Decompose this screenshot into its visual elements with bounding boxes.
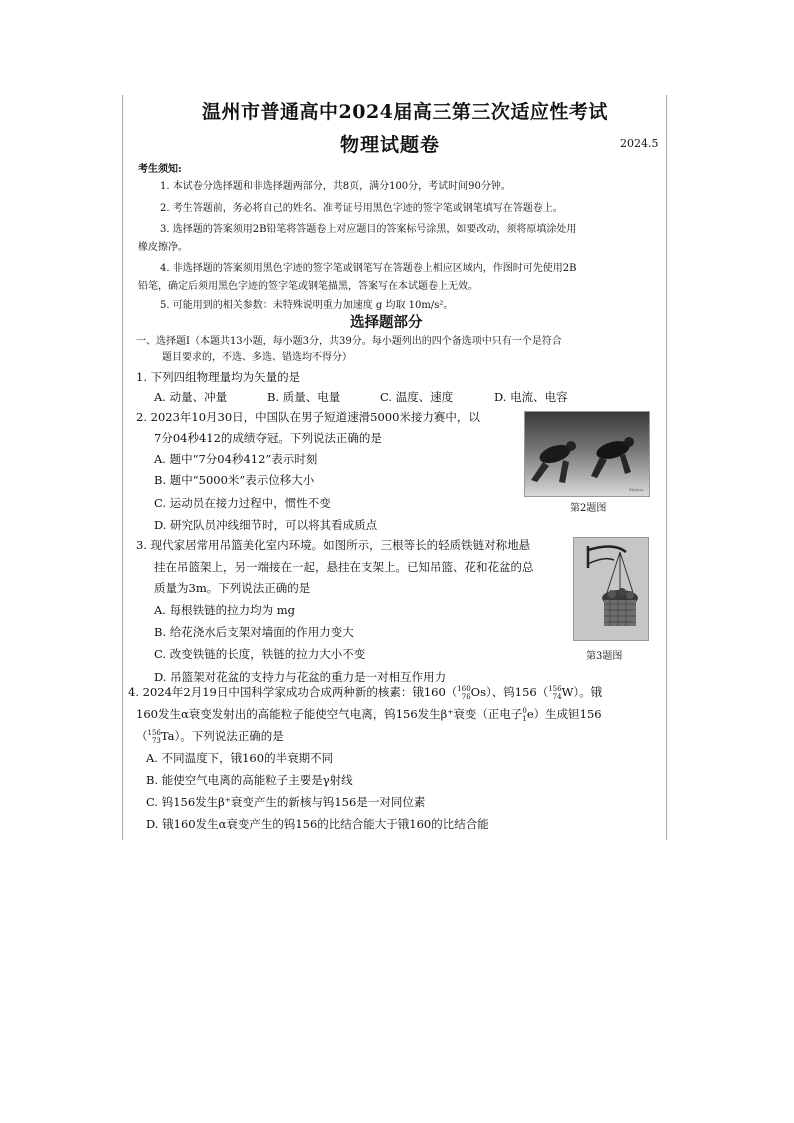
question-3-stem: 3. 现代家居常用吊篮美化室内环境。如图所示，三根等长的轻质铁链对称地悬 (136, 538, 531, 552)
notice-item: 铅笔，确定后须用黑色字迹的签字笔或钢笔描黑，答案写在本试题卷上无效。 (138, 281, 478, 292)
q2-option-c: C. 运动员在接力过程中，惯性不变 (154, 496, 331, 510)
question-2-stem: 7分04秒412的成绩夺冠。下列说法正确的是 (154, 431, 382, 445)
notice-heading: 考生须知: (138, 164, 182, 175)
exam-title: 温州市普通高中2024届高三第三次适应性考试 (202, 101, 608, 123)
notice-item: 5. 可能用到的相关参数：未特殊说明重力加速度 g 均取 10m/s²。 (160, 300, 454, 311)
question-4-stem: （156 73Ta）。下列说法正确的是 (136, 729, 284, 745)
question-4-stem: 160发生α衰变发射出的高能粒子能使空气电离，钨156发生β⁺衰变（正电子0 1e）生成钽156 (136, 707, 602, 723)
tungsten-156-symbol: 156 74 (548, 685, 562, 701)
svg-text:Xinhua: Xinhua (629, 487, 644, 492)
q4-option-c: C. 钨156发生β⁺衰变产生的新核与钨156是一对同位素 (146, 795, 426, 809)
question-3-stem: 质量为3m。下列说法正确的是 (154, 581, 311, 595)
q4-option-d: D. 锇160发生α衰变产生的钨156的比结合能大于锇160的比结合能 (146, 817, 489, 831)
exam-page (122, 95, 667, 840)
hanging-basket-photo (573, 537, 649, 641)
positron-symbol: 0 1 (522, 707, 527, 723)
notice-item: 橡皮擦净。 (138, 242, 188, 253)
left-scan-edge (122, 95, 123, 840)
q4-option-a: A. 不同温度下，锇160的半衰期不同 (146, 751, 334, 765)
notice-item: 4. 非选择题的答案须用黑色字迹的签字笔或钢笔写在答题卷上相应区域内，作图时可先使用2B (160, 263, 577, 274)
notice-item: 1. 本试卷分选择题和非选择题两部分，共8页，满分100分，考试时间90分钟。 (160, 181, 511, 192)
q1-option-d: D. 电流、电容 (494, 390, 568, 404)
q2-option-d: D. 研究队员冲线细节时，可以将其看成质点 (154, 518, 378, 532)
right-scan-edge (666, 95, 667, 840)
question-1-stem: 1. 下列四组物理量均为矢量的是 (136, 370, 301, 384)
question-2-stem: 2. 2023年10月30日，中国队在男子短道速滑5000米接力赛中，以 (136, 410, 480, 424)
q1-option-a: A. 动量、冲量 (154, 390, 228, 404)
q2-option-a: A. 题中“7分04秒412”表示时刻 (154, 452, 318, 466)
section-instructions: 题目要求的，不选、多选、错选均不得分） (162, 352, 352, 363)
osmium-160-symbol: 160 76 (457, 685, 471, 701)
question-4-stem: 4. 2024年2月19日中国科学家成功合成两种新的核素：锇160（160 76Os）、钨156（156 74W）。锇 (128, 685, 603, 701)
question-3-stem: 挂在吊篮架上，另一端接在一起，悬挂在支架上。已知吊篮、花和花盆的总 (154, 560, 534, 574)
q1-option-c: C. 温度、速度 (380, 390, 454, 404)
figure-3-caption: 第3题图 (586, 651, 623, 662)
notice-item: 2. 考生答题前，务必将自己的姓名、准考证号用黑色字迹的签字笔或钢笔填写在答题卷上。 (160, 203, 563, 214)
q1-option-b: B. 质量、电量 (267, 390, 341, 404)
notice-item: 3. 选择题的答案须用2B铅笔将答题卷上对应题目的答案标号涂黑，如要改动，须将原填涂处用 (160, 224, 577, 235)
exam-subtitle: 物理试题卷 (340, 134, 441, 156)
tantalum-156-symbol: 156 73 (147, 729, 161, 745)
q3-option-b: B. 给花浇水后支架对墙面的作用力变大 (154, 625, 354, 639)
figure-2-caption: 第2题图 (570, 503, 607, 514)
speed-skating-photo (524, 411, 650, 497)
q3-option-d: D. 吊篮架对花盆的支持力与花盆的重力是一对相互作用力 (154, 670, 447, 684)
q3-option-c: C. 改变铁链的长度，铁链的拉力大小不变 (154, 647, 366, 661)
q3-option-a: A. 每根铁链的拉力均为 mg (154, 603, 296, 617)
section-title: 选择题部分 (350, 314, 423, 331)
exam-date: 2024.5 (620, 137, 659, 150)
q4-option-b: B. 能使空气电离的高能粒子主要是γ射线 (146, 773, 353, 787)
q2-option-b: B. 题中“5000米”表示位移大小 (154, 473, 315, 487)
section-instructions: 一、选择题Ⅰ（本题共13小题，每小题3分，共39分。每小题列出的四个备选项中只有一个是符合 (136, 336, 562, 347)
